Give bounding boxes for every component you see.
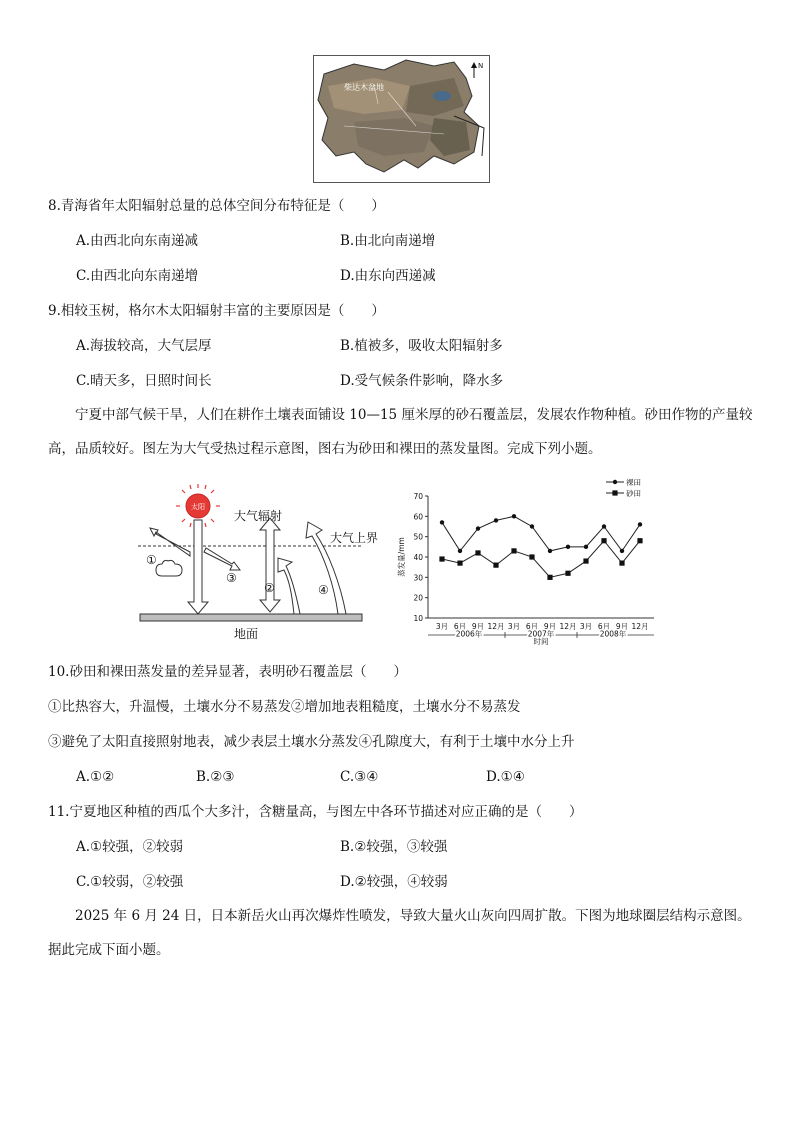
x-tick-label: 9月 — [471, 622, 485, 631]
atmosphere-heating-diagram — [132, 482, 379, 642]
context-paragraph-volcano: 2025 年 6 月 24 日，日本新岳火山再次爆炸性喷发，导致大量火山灰向四周扩散。下图为地球圈层结构示意图。据此完成下面小题。 — [48, 908, 751, 958]
atmospheric-counter-arrow — [278, 558, 300, 614]
q11-option-d[interactable]: D.②较强，④较弱 — [340, 874, 448, 890]
series-line-bare-field — [442, 516, 640, 551]
year-label: 2006年 — [455, 629, 483, 639]
q10-option-c[interactable]: C.③④ — [340, 769, 379, 785]
point-sand-field — [457, 561, 462, 566]
point-bare-field — [620, 549, 624, 553]
x-tick-label: 3月 — [579, 622, 593, 631]
x-tick-label: 9月 — [615, 622, 629, 631]
y-tick-label: 10 — [413, 614, 423, 623]
q8-option-a[interactable]: A.由西北向东南递减 — [76, 233, 199, 249]
point-sand-field — [547, 575, 552, 580]
legend-label: 砂田 — [626, 489, 641, 498]
y-tick-label: 70 — [413, 492, 423, 501]
point-bare-field — [548, 549, 552, 553]
y-tick-label: 50 — [413, 532, 423, 542]
point-sand-field — [493, 563, 498, 568]
ground-bar — [140, 614, 362, 621]
place-label: 柴达木盆地 — [344, 83, 384, 92]
marker-4-label: ④ — [318, 583, 329, 597]
qinghai-satellite-map — [313, 55, 490, 183]
point-sand-field — [637, 538, 642, 543]
ground-label: 地面 — [233, 627, 259, 641]
point-sand-field — [601, 538, 606, 543]
series-line-sand-field — [442, 541, 640, 578]
q10-option-d[interactable]: D.①④ — [486, 769, 525, 785]
point-sand-field — [619, 561, 624, 566]
atmospheric-radiation-arrow — [260, 518, 280, 612]
point-sand-field — [439, 556, 444, 561]
point-sand-field — [529, 554, 534, 559]
x-tick-label: 6月 — [597, 622, 611, 631]
lake-shape — [433, 91, 451, 101]
q8-option-c[interactable]: C.由西北向东南递增 — [76, 268, 199, 284]
year-label: 2008年 — [599, 629, 627, 639]
q11-option-a[interactable]: A.①较强，②较弱 — [76, 839, 184, 855]
q11-option-b[interactable]: B.②较强，③较强 — [340, 839, 448, 855]
q9-option-c[interactable]: C.晴天多，日照时间长 — [76, 373, 212, 389]
x-tick-label: 6月 — [525, 622, 539, 631]
north-label: N — [478, 62, 484, 70]
q9-option-a[interactable]: A.海拔较高，大气层厚 — [76, 338, 212, 354]
x-tick-label: 3月 — [435, 622, 449, 631]
q9-option-b[interactable]: B.植被多，吸收太阳辐射多 — [340, 338, 503, 354]
point-bare-field — [512, 514, 516, 518]
q8-option-d[interactable]: D.由东向西递减 — [340, 268, 436, 284]
q9-option-d[interactable]: D.受气候条件影响，降水多 — [340, 373, 504, 389]
q10-statements-2: ③避免了太阳直接照射地表，减少表层土壤水分蒸发④孔隙度大，有利于土壤中水分上升 — [48, 734, 575, 750]
x-tick-label: 12月 — [487, 622, 505, 631]
evaporation-line-chart — [392, 476, 662, 644]
point-sand-field — [583, 558, 588, 563]
point-bare-field — [602, 524, 606, 528]
y-tick-label: 40 — [413, 553, 423, 562]
q9-stem: 9.相较玉树，格尔木太阳辐射丰富的主要原因是（ ） — [48, 303, 385, 319]
atmospheric-radiation-label: 大气辐射 — [234, 509, 283, 523]
legend-marker — [612, 490, 617, 495]
q11-option-c[interactable]: C.①较弱，②较强 — [76, 874, 184, 890]
y-tick-label: 30 — [413, 573, 423, 583]
marker-3-label: ③ — [226, 571, 237, 585]
x-tick-label: 9月 — [543, 622, 557, 631]
reflection-arrow — [150, 528, 190, 556]
point-bare-field — [530, 524, 534, 528]
y-tick-label: 20 — [413, 593, 423, 603]
point-sand-field — [475, 550, 480, 555]
context-paragraph-ningxia: 宁夏中部气候干旱，人们在耕作土壤表面铺设 10—15 厘米厚的砂石覆盖层，发展农作物种植。砂田作物的产量较高，品质较好。图左为大气受热过程示意图，图右为砂田和裸田的蒸发量图。完成下列小题。 — [48, 407, 753, 457]
y-tick-label: 60 — [413, 512, 423, 522]
q10-option-a[interactable]: A.①② — [76, 769, 115, 785]
q10-statements-1: ①比热容大，升温慢，土壤水分不易蒸发②增加地表粗糙度，土壤水分不易蒸发 — [48, 699, 521, 715]
atmosphere-top-label: 大气上界 — [330, 531, 379, 545]
x-tick-label: 12月 — [559, 622, 577, 631]
x-tick-label: 12月 — [631, 622, 649, 631]
q11-stem: 11.宁夏地区种植的西瓜个大多汁，含糖量高，与图左中各环节描述对应正确的是（ ） — [48, 804, 583, 820]
sun-label: 太阳 — [191, 503, 205, 511]
point-bare-field — [476, 526, 480, 530]
point-bare-field — [494, 518, 498, 522]
legend-label: 裸田 — [626, 478, 641, 487]
year-label: 2007年 — [527, 629, 555, 639]
legend-marker — [613, 480, 617, 484]
solar-radiation-arrow — [188, 520, 208, 614]
q10-stem: 10.砂田和裸田蒸发量的差异显著，表明砂石覆盖层（ ） — [48, 664, 407, 680]
q10-option-b[interactable]: B.②③ — [196, 769, 235, 785]
x-tick-label: 3月 — [507, 622, 521, 631]
x-tick-label: 6月 — [453, 622, 467, 631]
q8-stem: 8.青海省年太阳辐射总量的总体空间分布特征是（ ） — [48, 198, 385, 214]
q8-option-b[interactable]: B.由北向南递增 — [340, 233, 436, 249]
point-bare-field — [638, 522, 642, 526]
x-axis-label: 时间 — [533, 637, 549, 646]
y-axis-label: 蒸发量/mm — [397, 537, 406, 577]
point-bare-field — [440, 520, 444, 524]
map-image — [314, 56, 489, 182]
point-bare-field — [458, 549, 462, 553]
marker-2-label: ② — [264, 581, 275, 595]
marker-1-label: ① — [146, 553, 157, 567]
point-sand-field — [511, 548, 516, 553]
scatter-arrow — [204, 548, 240, 570]
point-bare-field — [566, 545, 570, 549]
point-bare-field — [584, 545, 588, 549]
point-sand-field — [565, 571, 570, 576]
cloud-icon — [156, 560, 182, 576]
